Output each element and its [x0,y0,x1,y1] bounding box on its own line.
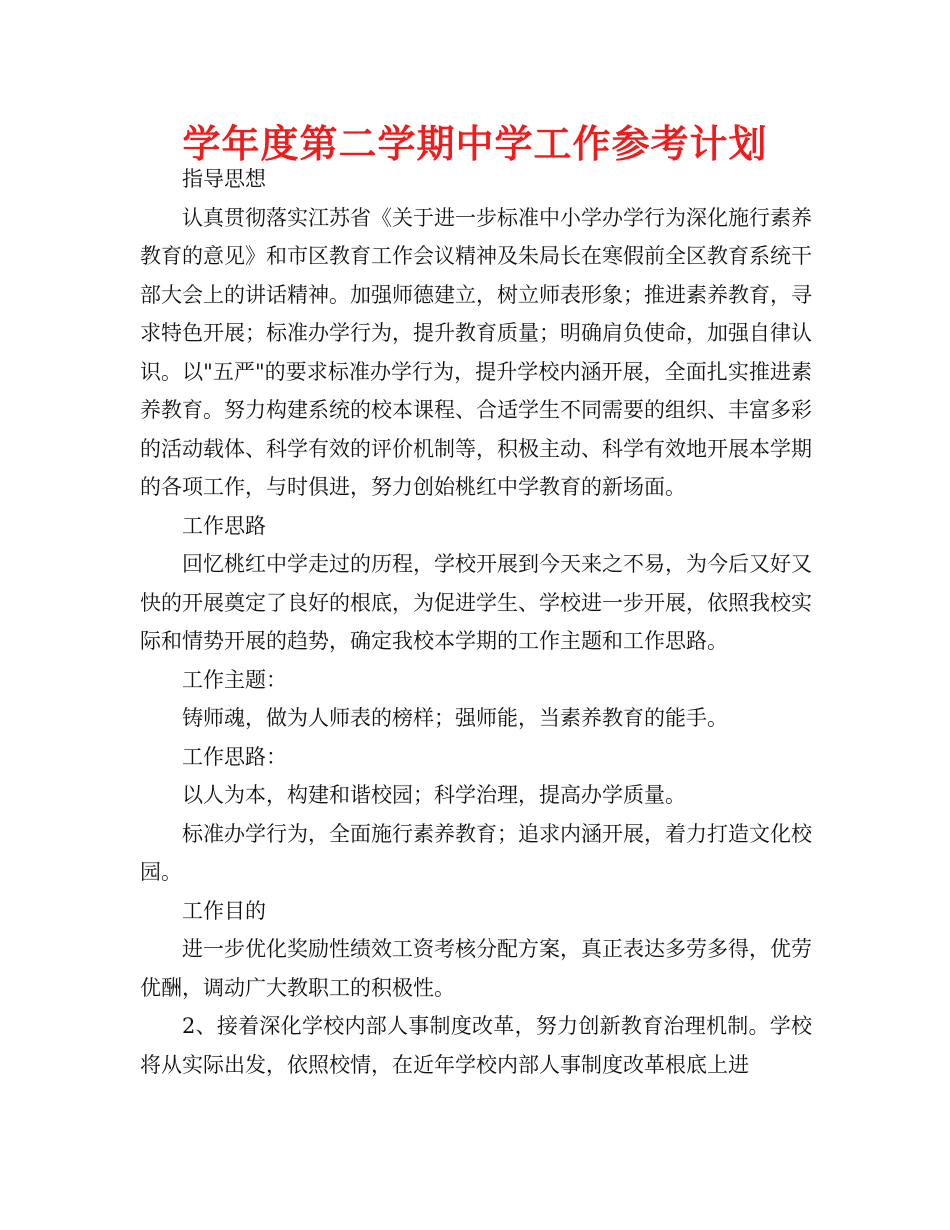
document-body [140,160,812,1084]
paragraph-work-approach-2: 标准办学行为，全面施行素养教育；追求内涵开展，着力打造文化校园。 [140,821,812,884]
paragraph-work-theme: 铸师魂，做为人师表的榜样；强师能，当素养教育的能手。 [182,706,728,730]
paragraph-work-goal-2: 2、接着深化学校内部人事制度改革，努力创新教育治理机制。学校将从实际出发，依照校情，在近年学校内部人事制度改革根底上进 [140,1014,812,1077]
document-title: 学年度第二学期中学工作参考计划 [182,122,768,166]
paragraph-work-approach: 回忆桃红中学走过的历程，学校开展到今天来之不易，为今后又好又快的开展奠定了良好的根底，为促进学生、学校进一步开展，依照我校实际和情势开展的趋势，确定我校本学期的工作主题和工作思路。 [140,552,812,653]
paragraph-guiding-ideology: 认真贯彻落实江苏省《关于进一步标准中小学办学行为深化施行素养教育的意见》和市区教育工作会议精神及朱局长在寒假前全区教育系统干部大会上的讲话精神。加强师德建立，树立师表形象；推进素养教育，寻求特色开展；标准办学行为，提升教育质量；明确肩负使命，加强自律认识。以"五严"的要求标准办学行为，提升学校内涵开展，全面扎实推进素养教育。努力构建系统的校本课程、合适学生不同需要的组织、丰富多彩的活动载体、科学有效的评价机制等，积极主动、科学有效地开展本学期的各项工作，与时俱进，努力创始桃红中学教育的新场面。 [140,205,812,499]
heading-work-goals: 工作目的 [182,898,266,923]
label-work-approach: 工作思路： [182,744,287,769]
heading-guiding-ideology: 指导思想 [182,167,266,191]
label-work-theme: 工作主题： [182,667,287,692]
paragraph-work-approach-1: 以人为本，构建和谐校园；科学治理，提高办学质量。 [182,783,686,807]
heading-work-approach: 工作思路 [182,513,266,538]
paragraph-work-goal-1: 进一步优化奖励性绩效工资考核分配方案，真正表达多劳多得，优劳优酬，调动广大教职工的积极性。 [140,937,812,1000]
